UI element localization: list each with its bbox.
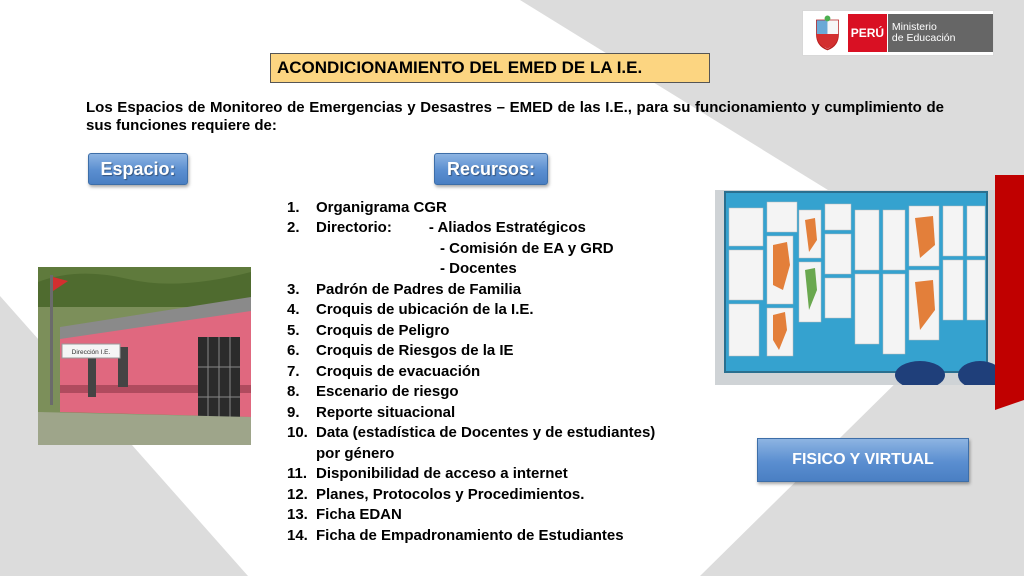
list-item: 8. Escenario de riesgo (287, 383, 459, 401)
bulletin-board-photo (715, 190, 995, 385)
list-item: 7. Croquis de evacuación (287, 362, 481, 380)
ministry-label: Ministerio de Educación (888, 14, 993, 52)
recursos-label: Recursos: (434, 153, 548, 185)
page-title: ACONDICIONAMIENTO DEL EMED DE LA I.E. (270, 53, 710, 83)
list-item: 1. Organigrama CGR (287, 198, 447, 216)
list-item: 2. Directorio: - Aliados Estratégicos (287, 219, 586, 237)
list-item: 12. Planes, Protocolos y Procedimientos. (287, 485, 585, 503)
list-item: 9. Reporte situacional (287, 403, 456, 421)
list-subitem: - Docentes (440, 260, 517, 278)
list-item-continuation: por género (316, 444, 395, 462)
school-building-photo (38, 267, 251, 445)
espacio-label: Espacio: (88, 153, 188, 185)
list-item: 13. Ficha EDAN (287, 506, 402, 524)
direccion-sign: Dirección I.E. (71, 349, 111, 356)
list-subitem: - Comisión de EA y GRD (440, 239, 614, 257)
list-item: 4. Croquis de ubicación de la I.E. (287, 301, 534, 319)
list-item: 5. Croquis de Peligro (287, 321, 450, 339)
list-item: 14. Ficha de Empadronamiento de Estudiantes (287, 526, 624, 544)
peru-label: PERÚ (848, 14, 887, 52)
list-item: 6. Croquis de Riesgos de la IE (287, 342, 514, 360)
fisico-virtual-label: FISICO Y VIRTUAL (757, 438, 969, 482)
list-item: 3. Padrón de Padres de Familia (287, 280, 522, 298)
resources-list (287, 197, 655, 546)
list-item: 11. Disponibilidad de acceso a internet (287, 465, 568, 483)
coat-of-arms-icon (809, 14, 846, 52)
ministry-logo (802, 10, 994, 56)
list-item: 10. Data (estadística de Docentes y de estudiantes) (287, 424, 656, 442)
intro-text: Los Espacios de Monitoreo de Emergencias y Desastres – EMED de las I.E., para su funcionamiento y cumplimiento de sus funciones requiere de: (86, 99, 944, 134)
